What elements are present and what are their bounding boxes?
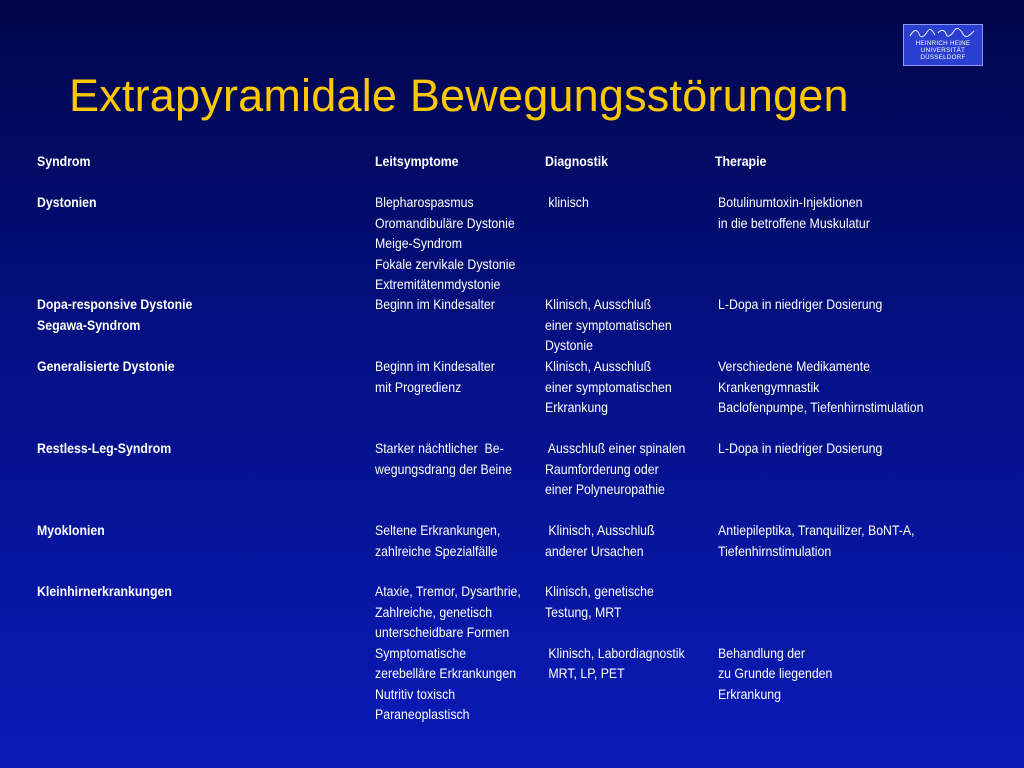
logo-text-line-3: DÜSSELDORF (920, 54, 966, 61)
row-2-syndrom: Dopa-responsive Dystonie Segawa-Syndrom (37, 296, 193, 333)
row-3-syndrom: Generalisierte Dystonie (37, 358, 175, 374)
row-3-leitsymptome: Beginn im Kindesalter mit Progredienz (375, 358, 495, 395)
row-1-leitsymptome: Blepharospasmus Oromandibuläre Dystonie Meige-Syndrom Fokale zervikale Dystonie Extremitätenmdystonie (375, 194, 516, 292)
row-1-therapie: Botulinumtoxin-Injektionen in die betroffene Muskulatur (718, 194, 870, 231)
row-4-syndrom: Restless-Leg-Syndrom (37, 440, 172, 456)
row-4-therapie: L-Dopa in niedriger Dosierung (718, 440, 883, 456)
header-syndrom: Syndrom (37, 153, 91, 169)
header-leitsymptome: Leitsymptome (375, 153, 459, 169)
logo-text-line-2: UNIVERSITÄT (920, 47, 966, 54)
row-6-leitsymptome: Ataxie, Tremor, Dysarthrie, Zahlreiche, genetisch unterscheidbare Formen Symptomatische zerebelläre Erkrankungen Nutritiv toxisch Paraneoplastisch (375, 583, 521, 722)
row-1-syndrom: Dystonien (37, 194, 97, 210)
row-6-diagnostik: Klinisch, genetische Testung, MRT Klinisch, Labordiagnostik MRT, LP, PET (545, 583, 685, 681)
row-1-diagnostik: klinisch (545, 194, 589, 210)
logo-text-line-1: HEINRICH HEINE (915, 40, 971, 47)
university-logo (903, 24, 983, 66)
signature-icon (908, 27, 978, 39)
row-3-therapie: Verschiedene Medikamente Krankengymnastik Baclofenpumpe, Tiefenhirnstimulation (718, 358, 924, 415)
row-4-leitsymptome: Starker nächtlicher Be- wegungsdrang der Beine (375, 440, 512, 477)
row-5-syndrom: Myoklonien (37, 522, 105, 538)
row-6-syndrom: Kleinhirnerkrankungen (37, 583, 172, 599)
slide-title: Extrapyramidale Bewegungsstörungen (69, 70, 849, 121)
row-2-therapie: L-Dopa in niedriger Dosierung (718, 296, 883, 312)
row-5-diagnostik: Klinisch, Ausschluß anderer Ursachen (545, 522, 655, 559)
row-5-leitsymptome: Seltene Erkrankungen, zahlreiche Spezialfälle (375, 522, 501, 559)
row-2-diagnostik: Klinisch, Ausschluß einer symptomatischen Dystonie (545, 296, 672, 353)
row-5-therapie: Antiepileptika, Tranquilizer, BoNT-A, Tiefenhirnstimulation (718, 522, 915, 559)
row-6-therapie: Behandlung der zu Grunde liegenden Erkrankung (718, 644, 833, 702)
header-therapie: Therapie (715, 153, 767, 169)
row-4-diagnostik: Ausschluß einer spinalen Raumforderung oder einer Polyneuropathie (545, 440, 686, 497)
row-2-leitsymptome: Beginn im Kindesalter (375, 296, 495, 312)
row-3-diagnostik: Klinisch, Ausschluß einer symptomatischen Erkrankung (545, 358, 672, 415)
header-diagnostik: Diagnostik (545, 153, 608, 169)
